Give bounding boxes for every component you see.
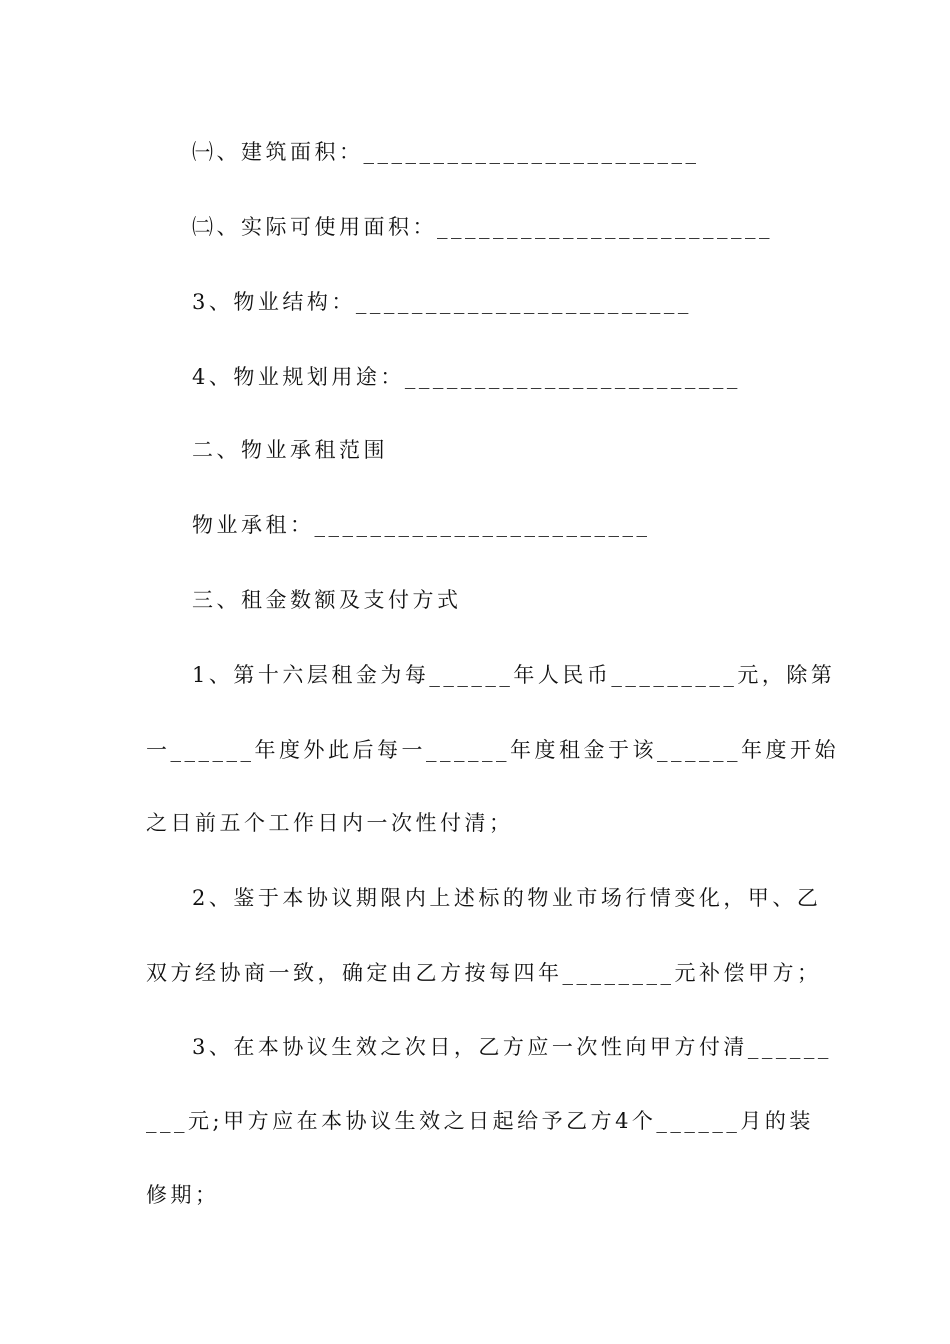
clause-1-line-2: 一______年度外此后每一______年度租金于该______年度开始 <box>146 738 839 762</box>
section-heading-lease-scope: 二、物业承租范围 <box>192 438 388 462</box>
item-usable-area: ㈡、实际可使用面积：________________________ <box>192 215 773 239</box>
item-building-area: ㈠、建筑面积：________________________ <box>192 140 700 164</box>
clause-3-line-3: 修期； <box>146 1183 220 1207</box>
clause-3-line-1: 3、在本协议生效之次日，乙方应一次性向甲方付清______ <box>192 1035 832 1059</box>
clause-2-line-1: 2、鉴于本协议期限内上述标的物业市场行情变化，甲、乙 <box>192 886 822 910</box>
clause-3-line-2: ___元;甲方应在本协议生效之日起给予乙方4个______月的装 <box>146 1109 814 1133</box>
item-planned-use: 4、物业规划用途：________________________ <box>192 365 741 389</box>
clause-2-line-2: 双方经协商一致，确定由乙方按每四年________元补偿甲方； <box>146 961 822 985</box>
item-property-structure: 3、物业结构：________________________ <box>192 290 692 314</box>
item-property-lease: 物业承租：________________________ <box>192 513 651 537</box>
clause-1-line-1: 1、第十六层租金为每______年人民币_________元，除第 <box>192 663 836 687</box>
section-heading-rent-payment: 三、租金数额及支付方式 <box>192 588 462 612</box>
clause-1-line-3: 之日前五个工作日内一次性付清； <box>146 811 514 835</box>
